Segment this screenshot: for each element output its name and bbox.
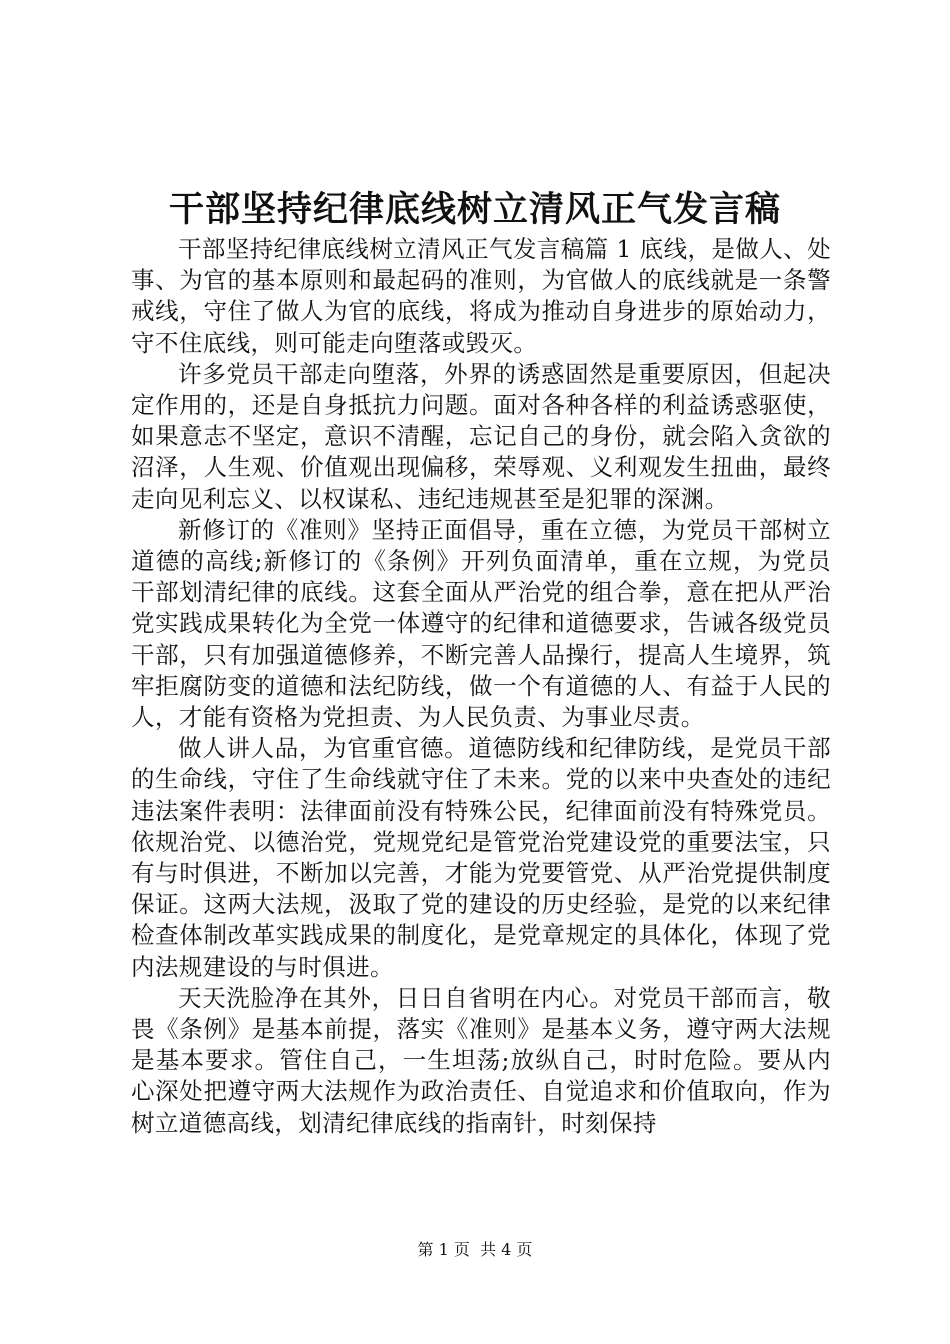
page-title: 干部坚持纪律底线树立清风正气发言稿 — [168, 189, 781, 230]
page-number: 第 1 页 — [417, 1240, 470, 1259]
page-total: 共 4 页 — [480, 1240, 533, 1259]
paragraph-4: 做人讲人品，为官重官德。道德防线和纪律防线，是党员干部的生命线，守住了生命线就守住了未来。党的以来中央查处的违纪违法案件表明：法律面前没有特殊公民，纪律面前没有特殊党员。依规治党、以德治党，党规党纪是管党治党建设党的重要法宝，只有与时俱进，不断加以完善，才能为党要管党、从严治党提供制度保证。这两大法规，汲取了党的建设的历史经验，是党的以来纪律检查体制改革实践成果的制度化，是党章规定的具体化，体现了党内法规建设的与时俱进。 — [131, 734, 831, 981]
page-footer — [0, 1238, 950, 1262]
paragraph-5: 天天洗脸净在其外，日日自省明在内心。对党员干部而言，敬畏《条例》是基本前提，落实《准则》是基本义务，遵守两大法规是基本要求。管住自己，一生坦荡;放纵自己，时时危险。要从内心深处把遵守两大法规作为政治责任、自觉追求和价值取向，作为树立道德高线，划清纪律底线的指南针，时刻保持 — [131, 983, 831, 1137]
paragraph-3: 新修订的《准则》坚持正面倡导，重在立德，为党员干部树立道德的高线;新修订的《条例》开列负面清单，重在立规，为党员干部划清纪律的底线。这套全面从严治党的组合拳，意在把从严治党实践成果转化为全党一体遵守的纪律和道德要求，告诫各级党员干部，只有加强道德修养，不断完善人品操行，提高人生境界，筑牢拒腐防变的道德和法纪防线，做一个有道德的人、有益于人民的人，才能有资格为党担责、为人民负责、为事业尽责。 — [131, 515, 831, 732]
document-body — [131, 234, 831, 1139]
paragraph-2: 许多党员干部走向堕落，外界的诱惑固然是重要原因，但起决定作用的，还是自身抵抗力问题。面对各种各样的利益诱惑驱使，如果意志不坚定，意识不清醒，忘记自己的身份，就会陷入贪欲的沼泽，人生观、价值观出现偏移，荣辱观、义利观发生扭曲，最终走向见利忘义、以权谋私、违纪违规甚至是犯罪的深渊。 — [131, 359, 831, 513]
paragraph-1: 干部坚持纪律底线树立清风正气发言稿篇 1 底线，是做人、处事、为官的基本原则和最起码的准则，为官做人的底线就是一条警戒线，守住了做人为官的底线，将成为推动自身进步的原始动力，守不住底线，则可能走向堕落或毁灭。 — [131, 235, 831, 357]
